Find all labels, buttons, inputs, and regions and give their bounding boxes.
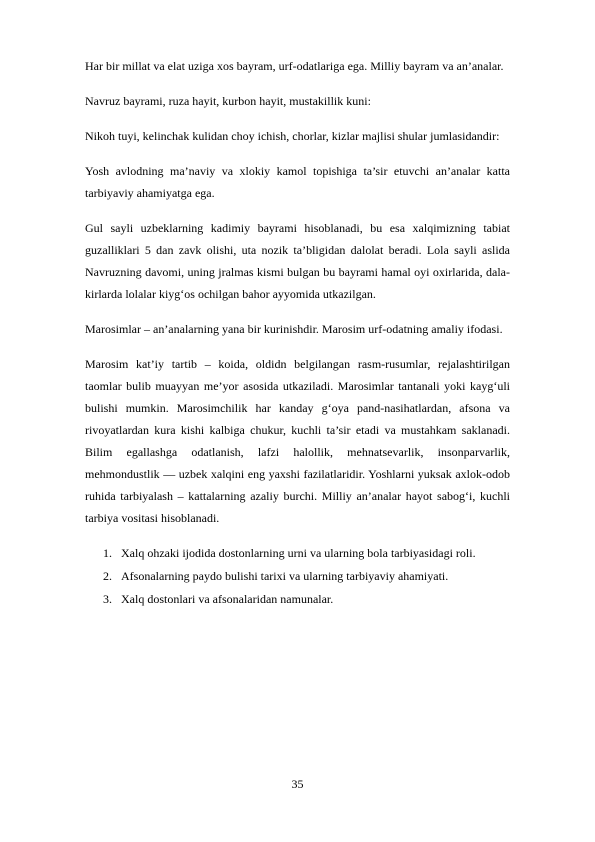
list-item: [85, 565, 510, 588]
list-item: [85, 542, 510, 565]
paragraph-gul-sayli: Gul sayli uzbeklarning kadimiy bayrami hisoblanadi, bu esa xalqimizning tabiat guzalliklari 5 dan zavk olishi, uta nozik ta’bligidan dalolat beradi. Lola sayli aslida Navruzning davomi, uning jralmas kismi bulgan bu bayrami hamal oyi oxirlarida, dala-kirlarda lolalar kiyg‘os ochilgan bahor ayyomida utkazilgan.: [85, 221, 510, 301]
document-body: [85, 55, 510, 611]
paragraph-marosimlar: Marosimlar – an’analarning yana bir kurinishdir. Marosim urf-odatning amaliy ifodasi.: [85, 322, 503, 336]
paragraph-wedding: Nikoh tuyi, kelinchak kulidan choy ichish, chorlar, kizlar majlisi shular jumlasidandir:: [85, 129, 500, 143]
list-item-text: Afsonalarning paydo bulishi tarixi va ularning tarbiyaviy ahamiyati.: [121, 569, 449, 583]
list-item-number: 2.: [103, 569, 112, 583]
paragraph-marosim-detail: Marosim kat’iy tartib – koida, oldidn belgilangan rasm-rusumlar, rejalashtirilgan taomlar bulib muayyan me’yor asosida utkaziladi. Marosimlar tantanali yoki kayg‘uli bulishi mumkin. Marosimchilik har kanday g‘oya pand-nasihatlardan, afsona va rivoyatlardan kura kishi kalbiga chukur, kuchli ta’sir etadi va mustahkam saklanadi. Bilim egallashga odatlanish, lafzi halollik, mehnatsevarlik, insonparvarlik, mehmondustlik — uzbek xalqini eng yaxshi fazilatlaridir. Yoshlarni yuksak axlok-odob ruhida tarbiyalash – kattalarning azaliy burchi. Milliy an’analar hayot sabog‘i, kuchli tarbiya vositasi hisoblanadi.: [85, 357, 510, 525]
paragraph-holidays: Har bir millat va elat uziga xos bayram, urf-odatlariga ega. Milliy bayram va an’analar.: [85, 59, 504, 73]
page-number: 35: [291, 777, 304, 791]
list-item-number: 1.: [103, 546, 112, 560]
paragraph-traditions: Yosh avlodning ma’naviy va xlokiy kamol topishiga ta’sir etuvchi an’analar katta tarbiyaviy ahamiyatga ega.: [85, 164, 510, 200]
list-item-number: 3.: [103, 592, 112, 606]
topic-list: [85, 542, 510, 611]
list-item-text: Xalq ohzaki ijodida dostonlarning urni va ularning bola tarbiyasidagi roli.: [121, 546, 476, 560]
list-item-text: Xalq dostonlari va afsonalaridan namunalar.: [121, 592, 334, 606]
paragraph-holiday-list: Navruz bayrami, ruza hayit, kurbon hayit, mustakillik kuni:: [85, 94, 371, 108]
list-item: [85, 588, 510, 611]
